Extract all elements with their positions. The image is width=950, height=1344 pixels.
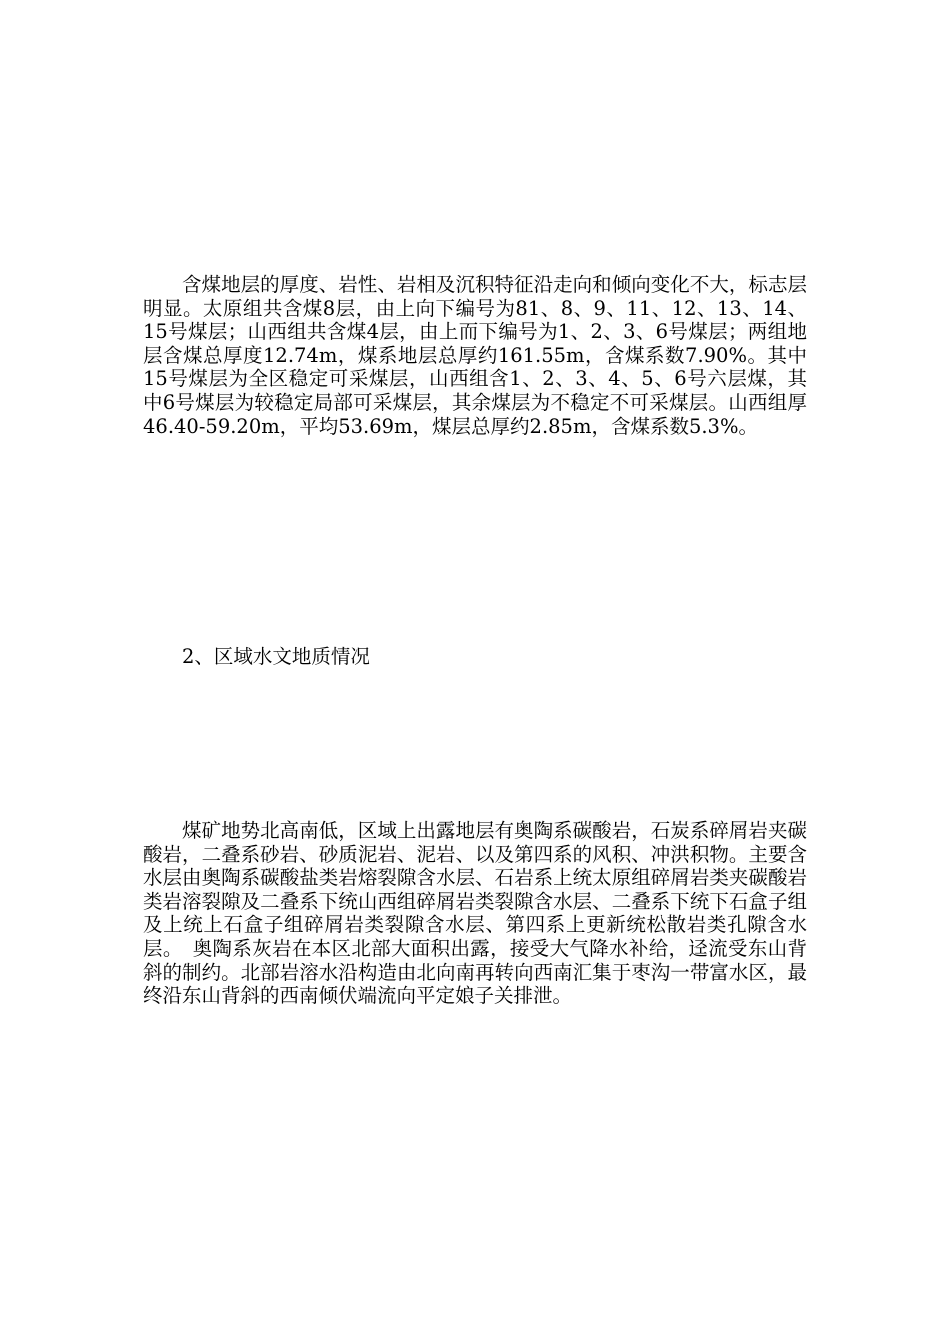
section-heading: 2、区域水文地质情况 bbox=[182, 645, 370, 668]
paragraph-coal-seams: 含煤地层的厚度、岩性、岩相及沉积特征沿走向和倾向变化不大，标志层明显。太原组共含煤8层，由上向下编号为81、8、9、11、12、13、14、15号煤层；山西组共含煤4层，由上而下编号为1、2、3、6号煤层；两组地层含煤总厚度12.74m，煤系地层总厚约161.55m，含煤系数7.90%。其中15号煤层为全区稳定可采煤层，山西组含1、2、3、4、5、6号六层煤，其中6号煤层为较稳定局部可采煤层，其余煤层为不稳定不可采煤层。山西组厚46.40-59.20m，平均53.69m，煤层总厚约2.85m，含煤系数5.3%。 bbox=[143, 273, 807, 438]
paragraph-hydrogeology: 煤矿地势北高南低，区域上出露地层有奥陶系碳酸岩，石炭系碎屑岩夹碳酸岩，二叠系砂岩、砂质泥岩、泥岩、以及第四系的风积、冲洪积物。主要含水层由奥陶系碳酸盐类岩熔裂隙含水层、石岩系上统太原组碎屑岩类夹碳酸岩类岩溶裂隙及二叠系下统山西组碎屑岩类裂隙含水层、二叠系下统下石盒子组及上统上石盒子组碎屑岩类裂隙含水层、第四系上更新统松散岩类孔隙含水层。 奥陶系灰岩在本区北部大面积出露，接受大气降水补给，迳流受东山背斜的制约。北部岩溶水沿构造由北向南再转向西南汇集于枣沟一带富水区，最终沿东山背斜的西南倾伏端流向平定娘子关排泄。 bbox=[143, 819, 807, 1008]
